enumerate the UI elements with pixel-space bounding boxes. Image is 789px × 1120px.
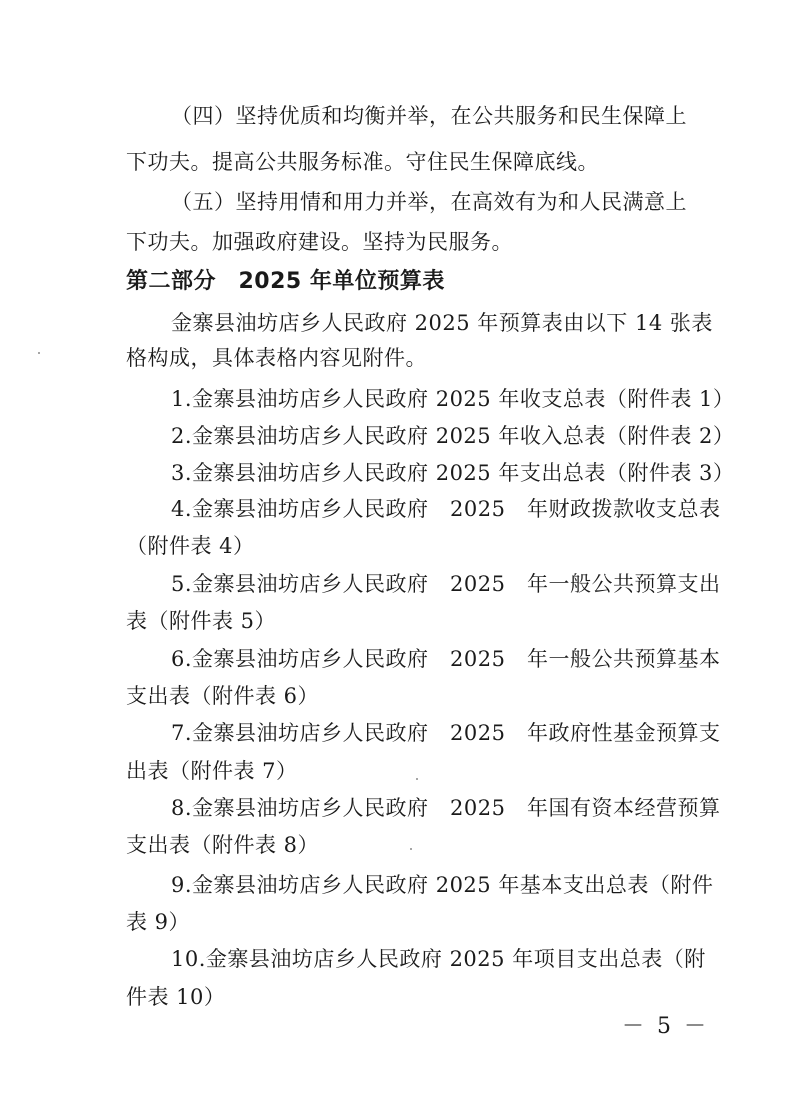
item5-line2: 下功夫。加强政府建设。坚持为民服务。: [126, 230, 513, 254]
part2-intro-line1: 金寨县油坊店乡人民政府 2025 年预算表由以下 14 张表: [171, 311, 713, 335]
table-entry-1: 1.金寨县油坊店乡人民政府 2025 年收支总表（附件表 1）: [171, 387, 735, 411]
item4-line1: （四）坚持优质和均衡并举，在公共服务和民生保障上: [171, 104, 687, 128]
table-entry-5-line2: 表（附件表 5）: [126, 609, 277, 633]
table-entry-4-line1: 4.金寨县油坊店乡人民政府 2025 年财政拨款收支总表: [171, 497, 721, 521]
table-entry-9-line1: 9.金寨县油坊店乡人民政府 2025 年基本支出总表（附件: [171, 873, 714, 897]
scan-speck: [410, 848, 412, 850]
table-entry-10-line2: 件表 10）: [126, 985, 226, 1009]
scan-speck: [416, 778, 418, 780]
table-entry-7-line1: 7.金寨县油坊店乡人民政府 2025 年政府性基金预算支: [171, 721, 721, 745]
table-entry-9-line2: 表 9）: [126, 910, 191, 934]
item5-line1: （五）坚持用情和用力并举，在高效有为和人民满意上: [171, 190, 687, 214]
table-entry-8-line1: 8.金寨县油坊店乡人民政府 2025 年国有资本经营预算: [171, 796, 721, 820]
table-entry-6-line1: 6.金寨县油坊店乡人民政府 2025 年一般公共预算基本: [171, 647, 721, 671]
table-entry-3: 3.金寨县油坊店乡人民政府 2025 年支出总表（附件表 3）: [171, 461, 735, 485]
part2-intro-line2: 格构成，具体表格内容见附件。: [126, 346, 427, 370]
page-number: － 5 －: [622, 1014, 709, 1039]
item4-line2: 下功夫。提高公共服务标准。守住民生保障底线。: [126, 150, 599, 174]
table-entry-6-line2: 支出表（附件表 6）: [126, 684, 320, 708]
table-entry-8-line2: 支出表（附件表 8）: [126, 833, 320, 857]
part2-heading: 第二部分 2025 年单位预算表: [126, 269, 445, 294]
table-entry-4-line2: （附件表 4）: [126, 534, 255, 558]
scan-speck: [38, 352, 40, 354]
table-entry-7-line2: 出表（附件表 7）: [126, 759, 298, 783]
table-entry-2: 2.金寨县油坊店乡人民政府 2025 年收入总表（附件表 2）: [171, 424, 735, 448]
table-entry-5-line1: 5.金寨县油坊店乡人民政府 2025 年一般公共预算支出: [171, 572, 721, 596]
table-entry-10-line1: 10.金寨县油坊店乡人民政府 2025 年项目支出总表（附: [171, 947, 706, 971]
